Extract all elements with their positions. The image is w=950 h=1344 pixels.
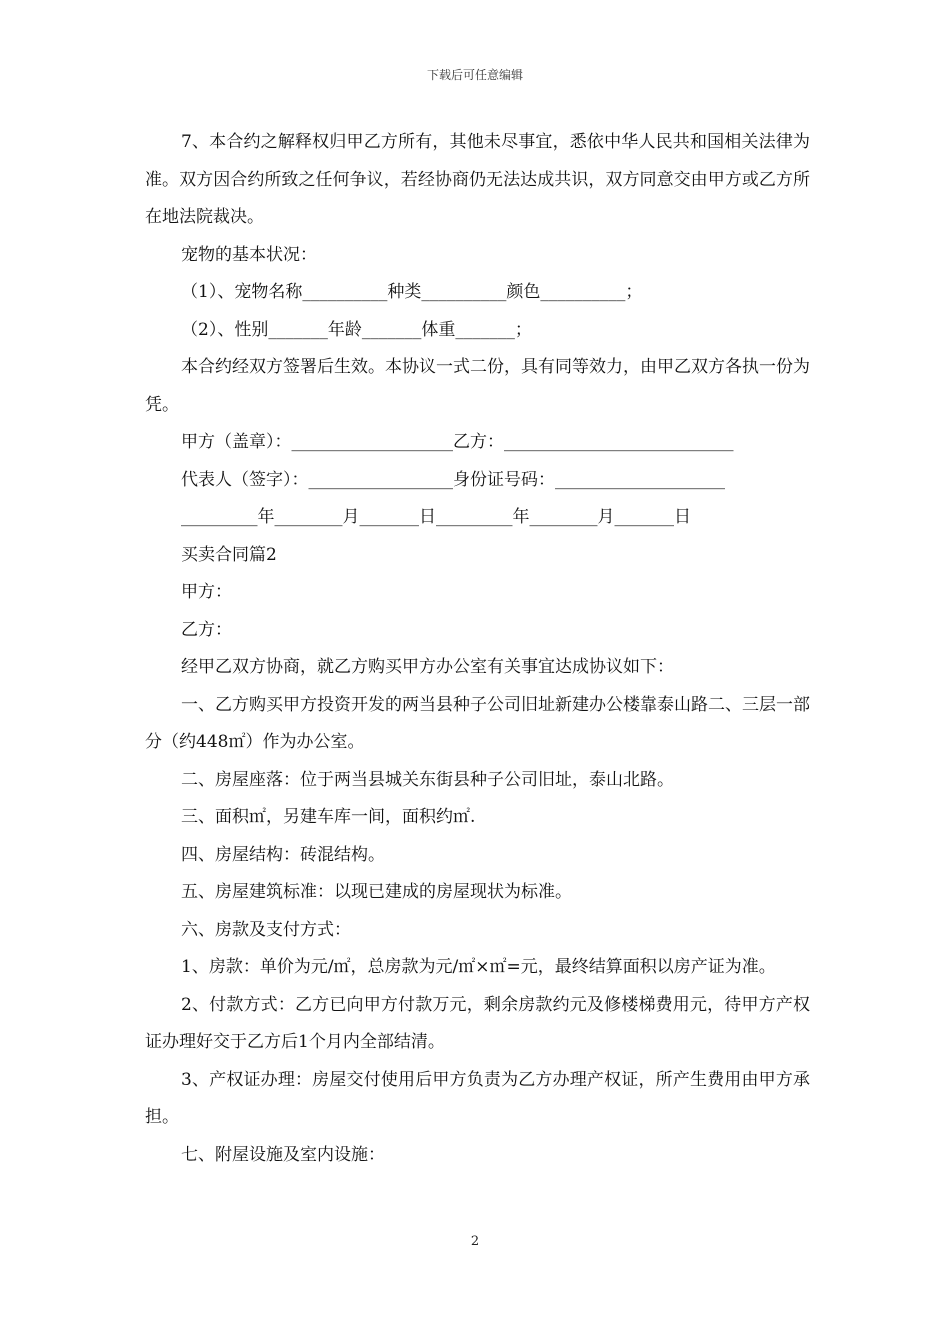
paragraph-pet-status-heading: 宠物的基本状况： xyxy=(181,244,317,265)
paragraph-item-7: 七、附屋设施及室内设施： xyxy=(181,1144,385,1165)
paragraph-item-3: 三、面积㎡，另建车库一间，面积约㎡. xyxy=(181,807,476,827)
paragraph-party-a: 甲方： xyxy=(181,582,232,602)
paragraph-pet-gender-line: （2）、性别_______年龄_______体重_______； xyxy=(181,319,532,340)
paragraph-pet-name-line: （1）、宠物名称__________种类__________颜色__________； xyxy=(181,282,643,302)
document-body xyxy=(145,124,810,1174)
paragraph-representative-line: 代表人（签字）：_________________身份证号码：____________________ xyxy=(181,469,725,490)
page-number: 2 xyxy=(470,1234,480,1249)
paragraph-effective: 本合约经双方签署后生效。本协议一式二份，具有同等效力，由甲乙双方各执一份为凭。 xyxy=(145,357,810,415)
paragraph-party-seal-line: 甲方（盖章）：___________________乙方：___________________________ xyxy=(181,432,734,452)
paragraph-item-6: 六、房款及支付方式： xyxy=(181,919,351,940)
paragraph-item-2: 二、房屋座落：位于两当县城关东街县种子公司旧址，泰山北路。 xyxy=(181,769,674,790)
paragraph-payment-2: 2、付款方式：乙方已向甲方付款万元，剩余房款约元及修楼梯费用元，待甲方产权证办理好交于乙方后1个月内全部结清。 xyxy=(145,994,810,1052)
paragraph-agreement-intro: 经甲乙双方协商，就乙方购买甲方办公室有关事宜达成协议如下： xyxy=(181,657,674,677)
paragraph-date-line: _________年________月_______日_________年________月_______日 xyxy=(181,507,691,527)
paragraph-clause-7: 7、本合约之解释权归甲乙方所有，其他未尽事宜，悉依中华人民共和国相关法律为准。双方因合约所致之任何争议，若经协商仍无法达成共识，双方同意交由甲方或乙方所在地法院裁决。 xyxy=(145,132,810,227)
paragraph-payment-1: 1、房款：单价为元/㎡，总房款为元/㎡×㎡=元，最终结算面积以房产证为准。 xyxy=(181,957,776,977)
paragraph-party-b: 乙方： xyxy=(181,619,232,640)
paragraph-contract-title: 买卖合同篇2 xyxy=(181,544,277,565)
paragraph-item-5: 五、房屋建筑标准：以现已建成的房屋现状为标准。 xyxy=(181,882,572,902)
paragraph-item-4: 四、房屋结构：砖混结构。 xyxy=(181,844,385,865)
paragraph-item-1: 一、乙方购买甲方投资开发的两当县种子公司旧址新建办公楼靠泰山路二、三层一部分（约448㎡）作为办公室。 xyxy=(145,694,810,752)
paragraph-payment-3: 3、产权证办理：房屋交付使用后甲方负责为乙方办理产权证，所产生费用由甲方承担。 xyxy=(145,1069,810,1127)
page-header-note: 下载后可任意编辑 xyxy=(426,68,523,82)
